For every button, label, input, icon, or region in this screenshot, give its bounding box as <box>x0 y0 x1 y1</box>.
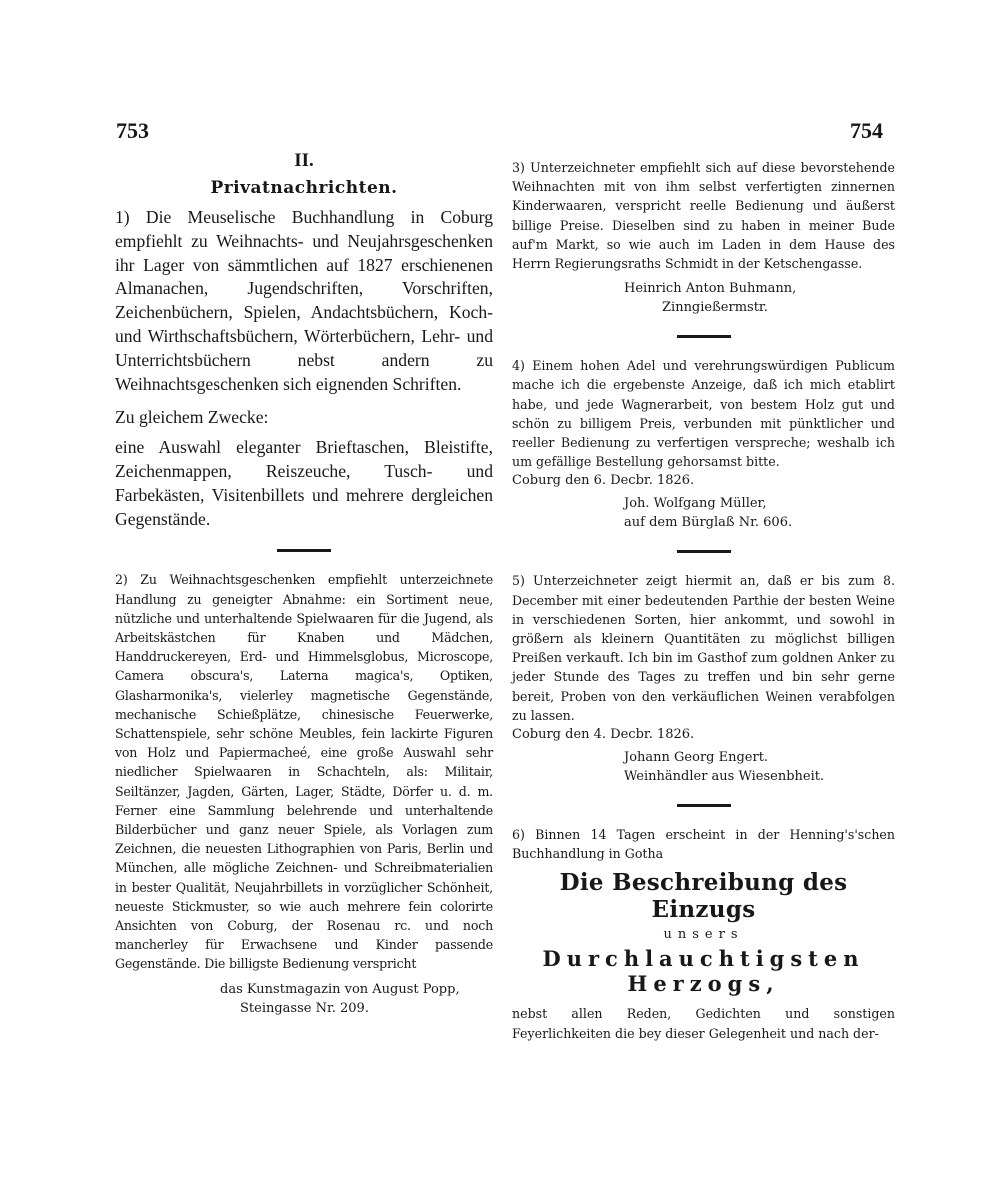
notice-6-title-2: Durchlauchtigsten Herzogs, <box>542 946 865 997</box>
section-title: Privatnachrichten. <box>210 178 398 198</box>
notice-5-date: Coburg den 4. Decbr. 1826. <box>512 727 695 743</box>
notice-2-address: Steingasse Nr. 209. <box>240 1000 369 1016</box>
notice-6-title: Die Beschreibung des Einzugs <box>559 869 848 924</box>
divider-rule <box>677 335 731 338</box>
divider-rule <box>677 804 731 807</box>
notice-2-signature: das Kunstmagazin von August Popp, <box>220 981 460 997</box>
notice-4-signature: Joh. Wolfgang Müller, <box>624 496 767 512</box>
section-number: II. <box>294 150 314 171</box>
divider-rule <box>677 550 731 553</box>
notice-5-text: 5) Unterzeichneter zeigt hiermit an, daß er bis zum 8. December mit einer bedeutenden Parthie der besten Weine in verschiedenen Sorten, hier ankommt, und sowohl in größern als kleinern Quantitäten zu möglichst billigen Preißen verkauft. Ich bin im Gasthof zum goldnen Anker zu jeder Stunde des Tages zu treffen und bin sehr gerne bereit, Proben von den verkäuflichen Weinen verabfolgen zu lassen. <box>512 573 895 723</box>
notice-3-title: Zinngießermstr. <box>662 300 768 316</box>
left-column <box>115 150 493 1018</box>
right-column <box>512 158 895 1043</box>
notice-2-text: 2) Zu Weihnachtsgeschenken empfiehlt unterzeichnete Handlung zu geneigter Abnahme: ein Sortiment neue, nützliche und unterhaltende Spielwaaren für die Jugend, als Arbeitskästchen für Knaben und Mädchen, Handdruckereyen, Erd- und Himmelsglobus, Microscope, Camera obscura's, Laterna magica's, Optiken, Glasharmonika's, vielerley magnetische Gegenstände, mechanische Schießplätze, chinesische Feuerwerke, Schattenspiele, sehr schöne Meubles, fein lackirte Figuren von Holz und Papiermacheé, eine große Auswahl sehr niedlicher Spielwaaren in Schachteln, als: Militair, Seiltänzer, Jagden, Gärten, Lager, Städte, Dörfer u. d. m. Ferner eine Sammlung belehrende und unterhaltende Bilderbücher und ganz neuer Spiele, als Vorlagen zum Zeichnen, die neuesten Lithographien von Paris, Berlin und München, alle mögliche Zeichnen- und Schreibmaterialien in bester Qualität, Neujahrbillets in vorzüglicher Schönheit, neueste Stickmuster, so wie auch mehrere fein colorirte Ansichten von Coburg, der Rosenau rc. und noch mancherley für Erwachsene und Kinder passende Gegenstände. Die billigste Bedienung verspricht <box>115 572 493 972</box>
notice-6-unsers: unsers <box>663 927 744 943</box>
page-number-left: 753 <box>116 118 149 143</box>
notice-4-text: 4) Einem hohen Adel und verehrungswürdigen Publicum mache ich die ergebenste Anzeige, daß ich mich etablirt habe, und jede Wagnerarbeit, von bestem Holz gut und schön zu billigem Preis, verbunden mit pünktlicher und reeller Bedienung zu verfertigen verspreche; weshalb ich um gefällige Bestellung gehorsamst bitte. <box>512 358 895 470</box>
notice-1-subheading: Zu gleichem Zwecke: <box>115 407 269 428</box>
notice-1-text: 1) Die Meuselische Buchhandlung in Coburg empfiehlt zu Weihnachts- und Neujahrsgeschenken ihr Lager von sämmtlichen auf 1827 erschienenen Almanachen, Jugendschriften, Vorschriften, Zeichenbüchern, Spielen, Andachtsbüchern, Koch- und Wirthschaftsbüchern, Wörterbüchern, Lehr- und Unterrichtsbüchern nebst andern zu Weihnachtsgeschenken sich eignenden Schriften. <box>115 207 493 394</box>
divider-rule <box>277 549 331 552</box>
notice-6-text: 6) Binnen 14 Tagen erscheint in der Henning's'schen Buchhandlung in Gotha <box>512 827 895 862</box>
notice-1-text-2: eine Auswahl eleganter Brieftaschen, Bleistifte, Zeichenmappen, Reiszeuche, Tusch- und Farbekästen, Visitenbillets und mehrere dergleichen Gegenstände. <box>115 437 493 529</box>
notice-4-address: auf dem Bürglaß Nr. 606. <box>624 515 793 531</box>
notice-5-title: Weinhändler aus Wiesenbheit. <box>624 769 825 785</box>
notice-5-signature: Johann Georg Engert. <box>624 750 769 766</box>
notice-4-date: Coburg den 6. Decbr. 1826. <box>512 473 695 489</box>
notice-3-signature: Heinrich Anton Buhmann, <box>624 281 797 297</box>
notice-3-text: 3) Unterzeichneter empfiehlt sich auf diese bevorstehende Weihnachten mit von ihm selbst verfertigten zinnernen Kinderwaaren, verspricht reelle Bedienung und äußerst billige Preise. Dieselben sind zu haben in meiner Bude auf'm Markt, so wie auch im Laden in dem Hause des Herrn Regierungsraths Schmidt in der Ketschengasse. <box>512 160 895 272</box>
notice-6-text-2: nebst allen Reden, Gedichten und sonstigen Feyerlichkeiten die bey dieser Gelegenheit und nach der- <box>512 1006 895 1041</box>
page-number-right: 754 <box>850 118 883 143</box>
